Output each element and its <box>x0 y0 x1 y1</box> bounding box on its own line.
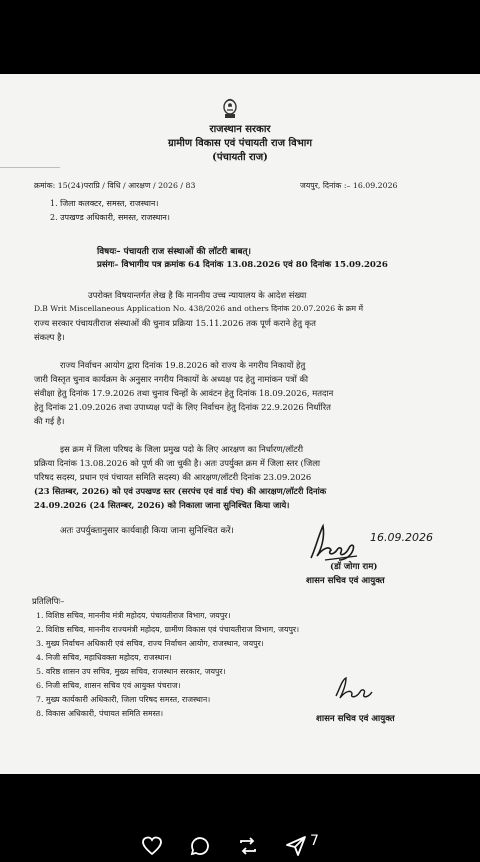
para2-line-2: जारी विस्तृत चुनाव कार्यक्रम के अनुसार नगरीय निकायों के अध्यक्ष पद हेतु नामांकन पत्रों की <box>34 374 309 384</box>
recipient-2: 2. उपखण्ड अधिकारी, समस्त, राजस्थान। <box>50 213 170 222</box>
subject-line: विषयः– पंचायती राज संस्थाओं की लॉटरी बाबत्। <box>97 247 251 257</box>
copies-designation: शासन सचिव एवं आयुक्त <box>316 714 395 724</box>
heart-outline-icon[interactable] <box>140 834 164 858</box>
action-bar <box>0 774 480 852</box>
para2-line-1: राज्य निर्वाचन आयोग द्वारा दिनांक 19.8.2026 को राज्य के नगरीय निकायों हेतु <box>60 360 306 370</box>
copy-item-1: 1. विशिष्ठ सचिव, माननीय मंत्री महोदय, पंचायतीराज विभाग, जयपुर। <box>36 611 231 620</box>
initials-signature <box>330 674 380 702</box>
para1-line-2: D.B Writ Miscellaneous Application No. 438/2026 and others दिनांक 20.07.2026 के क्रम में <box>34 304 364 313</box>
para3-line-5: 24.09.2026 (24 सितम्बर, 2026) को निकाला जाना सुनिश्चित किया जाये। <box>34 500 290 510</box>
copy-item-4: 4. निजी सचिव, महाधिवक्ता महोदय, राजस्थान। <box>36 653 172 662</box>
copy-item-7: 7. मुख्य कार्यकारी अधिकारी, जिला परिषद समस्त, राजस्थान। <box>36 695 211 704</box>
copy-item-2: 2. विशिष्ठ सचिव, माननीय राज्यमंत्री महोदय, ग्रामीण विकास एवं पंचायतीराज विभाग, जयपुर। <box>36 625 300 634</box>
copy-item-5: 5. वरिष्ठ शासन उप सचिव, मुख्य सचिव, राजस्थान सरकार, जयपुर। <box>36 667 226 676</box>
signatory-designation: शासन सचिव एवं आयुक्त <box>306 576 385 586</box>
copies-heading: प्रतिलिपिः– <box>32 596 65 606</box>
recipient-1: 1. जिला कलक्टर, समस्त, राजस्थान। <box>50 199 159 208</box>
letterhead-government: राजस्थान सरकार <box>209 124 271 135</box>
document-image <box>0 74 480 774</box>
para1-line-1: उपरोक्त विषयान्तर्गत लेख है कि माननीय उच्च न्यायालय के आदेश संख्या <box>88 290 307 300</box>
state-emblem-icon <box>219 96 241 120</box>
letterhead-department: ग्रामीण विकास एवं पंचायती राज विभाग <box>168 138 312 149</box>
copy-item-3: 3. मुख्य निर्वाचन अधिकारी एवं सचिव, राज्य निर्वाचन आयोग, राजस्थान, जयपुर। <box>36 639 264 648</box>
reference-number: क्रमांक: 15(24)पराप्रि / विधि / आरक्षण / 2026 / 83 <box>34 181 196 190</box>
handwritten-signature <box>305 520 363 564</box>
status-bar <box>0 0 480 24</box>
para2-line-3: संवीक्षा हेतु दिनांक 17.9.2026 तथा चुनाव चिन्हों के आवंटन हेतु दिनांक 18.09.2026, मतदान <box>34 388 334 398</box>
handwritten-date: 16.09.2026 <box>370 531 433 544</box>
signatory-name: (डॉ जोगा राम) <box>330 562 378 572</box>
para3-line-1: इस क्रम में जिला परिषद के जिला प्रमुख पदो के लिए आरक्षण का निर्धारण/लॉटरी <box>60 444 304 454</box>
share-count: 7 <box>310 833 319 849</box>
reference-line: प्रसंगः– विभागीय पत्र क्रमांक 64 दिनांक 13.08.2026 एवं 80 दिनांक 15.09.2026 <box>97 260 388 270</box>
share-icon[interactable] <box>284 834 308 858</box>
para3-line-3: परिषद सदस्य, प्रधान एवं पंचायत समिति सदस्य) की आरक्षण/लॉटरी दिनांक 23.09.2026 <box>34 472 312 482</box>
copy-item-6: 6. निजी सचिव, शासन सचिव एवं आयुक्त पंचराज। <box>36 681 181 690</box>
para2-line-4: हेतु दिनांक 21.09.2026 तथा उपाध्यक्ष पदों के लिए निर्वाचन हेतु दिनांक 22.9.2026 निर्धारित <box>34 402 331 412</box>
letterhead-sub: (पंचायती राज) <box>212 152 268 163</box>
para4: अतः उपर्युक्तानुसार कार्यवाही किया जाना सुनिश्चित करें। <box>60 526 234 536</box>
place-date: जयपुर, दिनांक :– 16.09.2026 <box>300 181 398 190</box>
para2-line-5: की गई है। <box>34 416 65 426</box>
copy-item-8: 8. विकास अधिकारी, पंचायत समिति समस्त। <box>36 709 164 718</box>
comment-icon[interactable] <box>188 834 212 858</box>
para3-line-2: प्रक्रिया दिनांक 13.08.2026 को पूर्ण की जा चुकी है। अतः उपर्युक्त क्रम में जिला स्तर (जिला <box>34 458 321 468</box>
repost-icon[interactable] <box>236 834 260 858</box>
para1-line-4: संकल्प है। <box>34 332 65 342</box>
para1-line-3: राज्य सरकार पंचायतीराज संस्थाओं की चुनाव प्रक्रिया 15.11.2026 तक पूर्ण कराने हेतु कृत <box>34 318 316 328</box>
para3-line-4: (23 सितम्बर, 2026) को एवं उपखण्ड स्तर (सरपंच एवं वार्ड पंच) की आरक्षण/लॉटरी दिनांक <box>34 486 327 496</box>
